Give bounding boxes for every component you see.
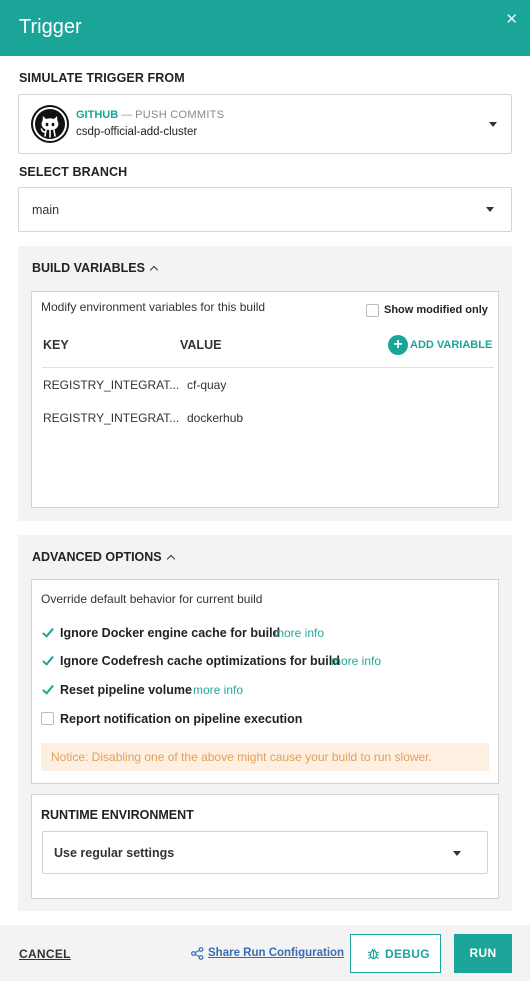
build-variables-section: [18, 246, 512, 521]
chevron-up-icon: [150, 266, 158, 274]
bug-icon: [367, 947, 380, 960]
chevron-down-icon: [489, 122, 497, 127]
chevron-down-icon: [453, 851, 461, 856]
variable-key[interactable]: REGISTRY_INTEGRAT...: [43, 411, 180, 425]
dialog-title: Trigger: [19, 16, 82, 38]
branch-value: main: [32, 203, 60, 217]
advanced-options-toggle[interactable]: [32, 550, 174, 564]
plus-icon: +: [388, 335, 408, 355]
runtime-value: Use regular settings: [54, 846, 175, 860]
option-checkbox[interactable]: [41, 683, 54, 696]
cancel-button[interactable]: CANCEL: [19, 947, 71, 961]
runtime-select[interactable]: [42, 831, 488, 874]
more-info-link[interactable]: more info: [193, 683, 244, 697]
trigger-source: GITHUB: [76, 109, 119, 121]
chevron-up-icon: [166, 555, 174, 563]
advanced-options-title: ADVANCED OPTIONS: [32, 550, 162, 564]
debug-label: DEBUG: [385, 947, 430, 961]
divider: [42, 367, 494, 368]
chevron-down-icon: [486, 207, 494, 212]
runtime-environment-panel: [31, 794, 499, 899]
variables-panel: [31, 291, 499, 508]
variable-key[interactable]: REGISTRY_INTEGRAT...: [43, 378, 180, 392]
notice-text: Notice: Disabling one of the above might cause your build to run slower.: [51, 750, 432, 764]
trigger-section-label: SIMULATE TRIGGER FROM: [19, 71, 185, 85]
add-variable-label: ADD VARIABLE: [410, 339, 493, 351]
trigger-separator: —: [121, 109, 133, 121]
more-info-link[interactable]: more info: [274, 626, 325, 640]
build-variables-title: BUILD VARIABLES: [32, 261, 145, 275]
variable-value[interactable]: cf-quay: [187, 378, 227, 392]
github-icon: [31, 105, 69, 143]
option-label: Report notification on pipeline execution: [60, 712, 303, 726]
more-info-link[interactable]: more info: [331, 654, 382, 668]
trigger-event: PUSH COMMITS: [135, 109, 225, 121]
run-button[interactable]: [454, 934, 512, 973]
dialog-header: [0, 0, 530, 56]
value-column-header: VALUE: [180, 338, 222, 352]
option-checkbox[interactable]: [41, 712, 54, 725]
variable-value[interactable]: dockerhub: [187, 411, 244, 425]
trigger-source-line: [76, 109, 224, 121]
branch-select[interactable]: [18, 187, 512, 232]
advanced-options-section: [18, 535, 512, 911]
build-variables-toggle[interactable]: [32, 261, 157, 275]
share-label: Share Run Configuration: [208, 947, 345, 959]
trigger-name: csdp-official-add-cluster: [76, 126, 198, 138]
show-modified-label: Show modified only: [384, 304, 488, 316]
run-label: RUN: [469, 946, 497, 960]
trigger-select[interactable]: [18, 94, 512, 154]
option-label: Ignore Docker engine cache for build: [60, 626, 281, 640]
advanced-options-panel: [31, 579, 499, 784]
variables-description: Modify environment variables for this build: [41, 300, 266, 314]
option-checkbox[interactable]: [41, 626, 54, 639]
option-label: Reset pipeline volume: [60, 683, 192, 697]
advanced-description: Override default behavior for current build: [41, 592, 263, 606]
runtime-title: RUNTIME ENVIRONMENT: [41, 808, 194, 822]
option-checkbox[interactable]: [41, 654, 54, 667]
branch-section-label: SELECT BRANCH: [19, 165, 128, 179]
dialog-footer: [0, 925, 530, 981]
notice-banner: [41, 743, 489, 771]
close-icon[interactable]: ✕: [505, 11, 518, 28]
option-label: Ignore Codefresh cache optimizations for build: [60, 654, 340, 668]
show-modified-checkbox[interactable]: [366, 304, 379, 317]
key-column-header: KEY: [43, 338, 69, 352]
share-icon: [191, 947, 204, 960]
debug-button[interactable]: [350, 934, 441, 973]
